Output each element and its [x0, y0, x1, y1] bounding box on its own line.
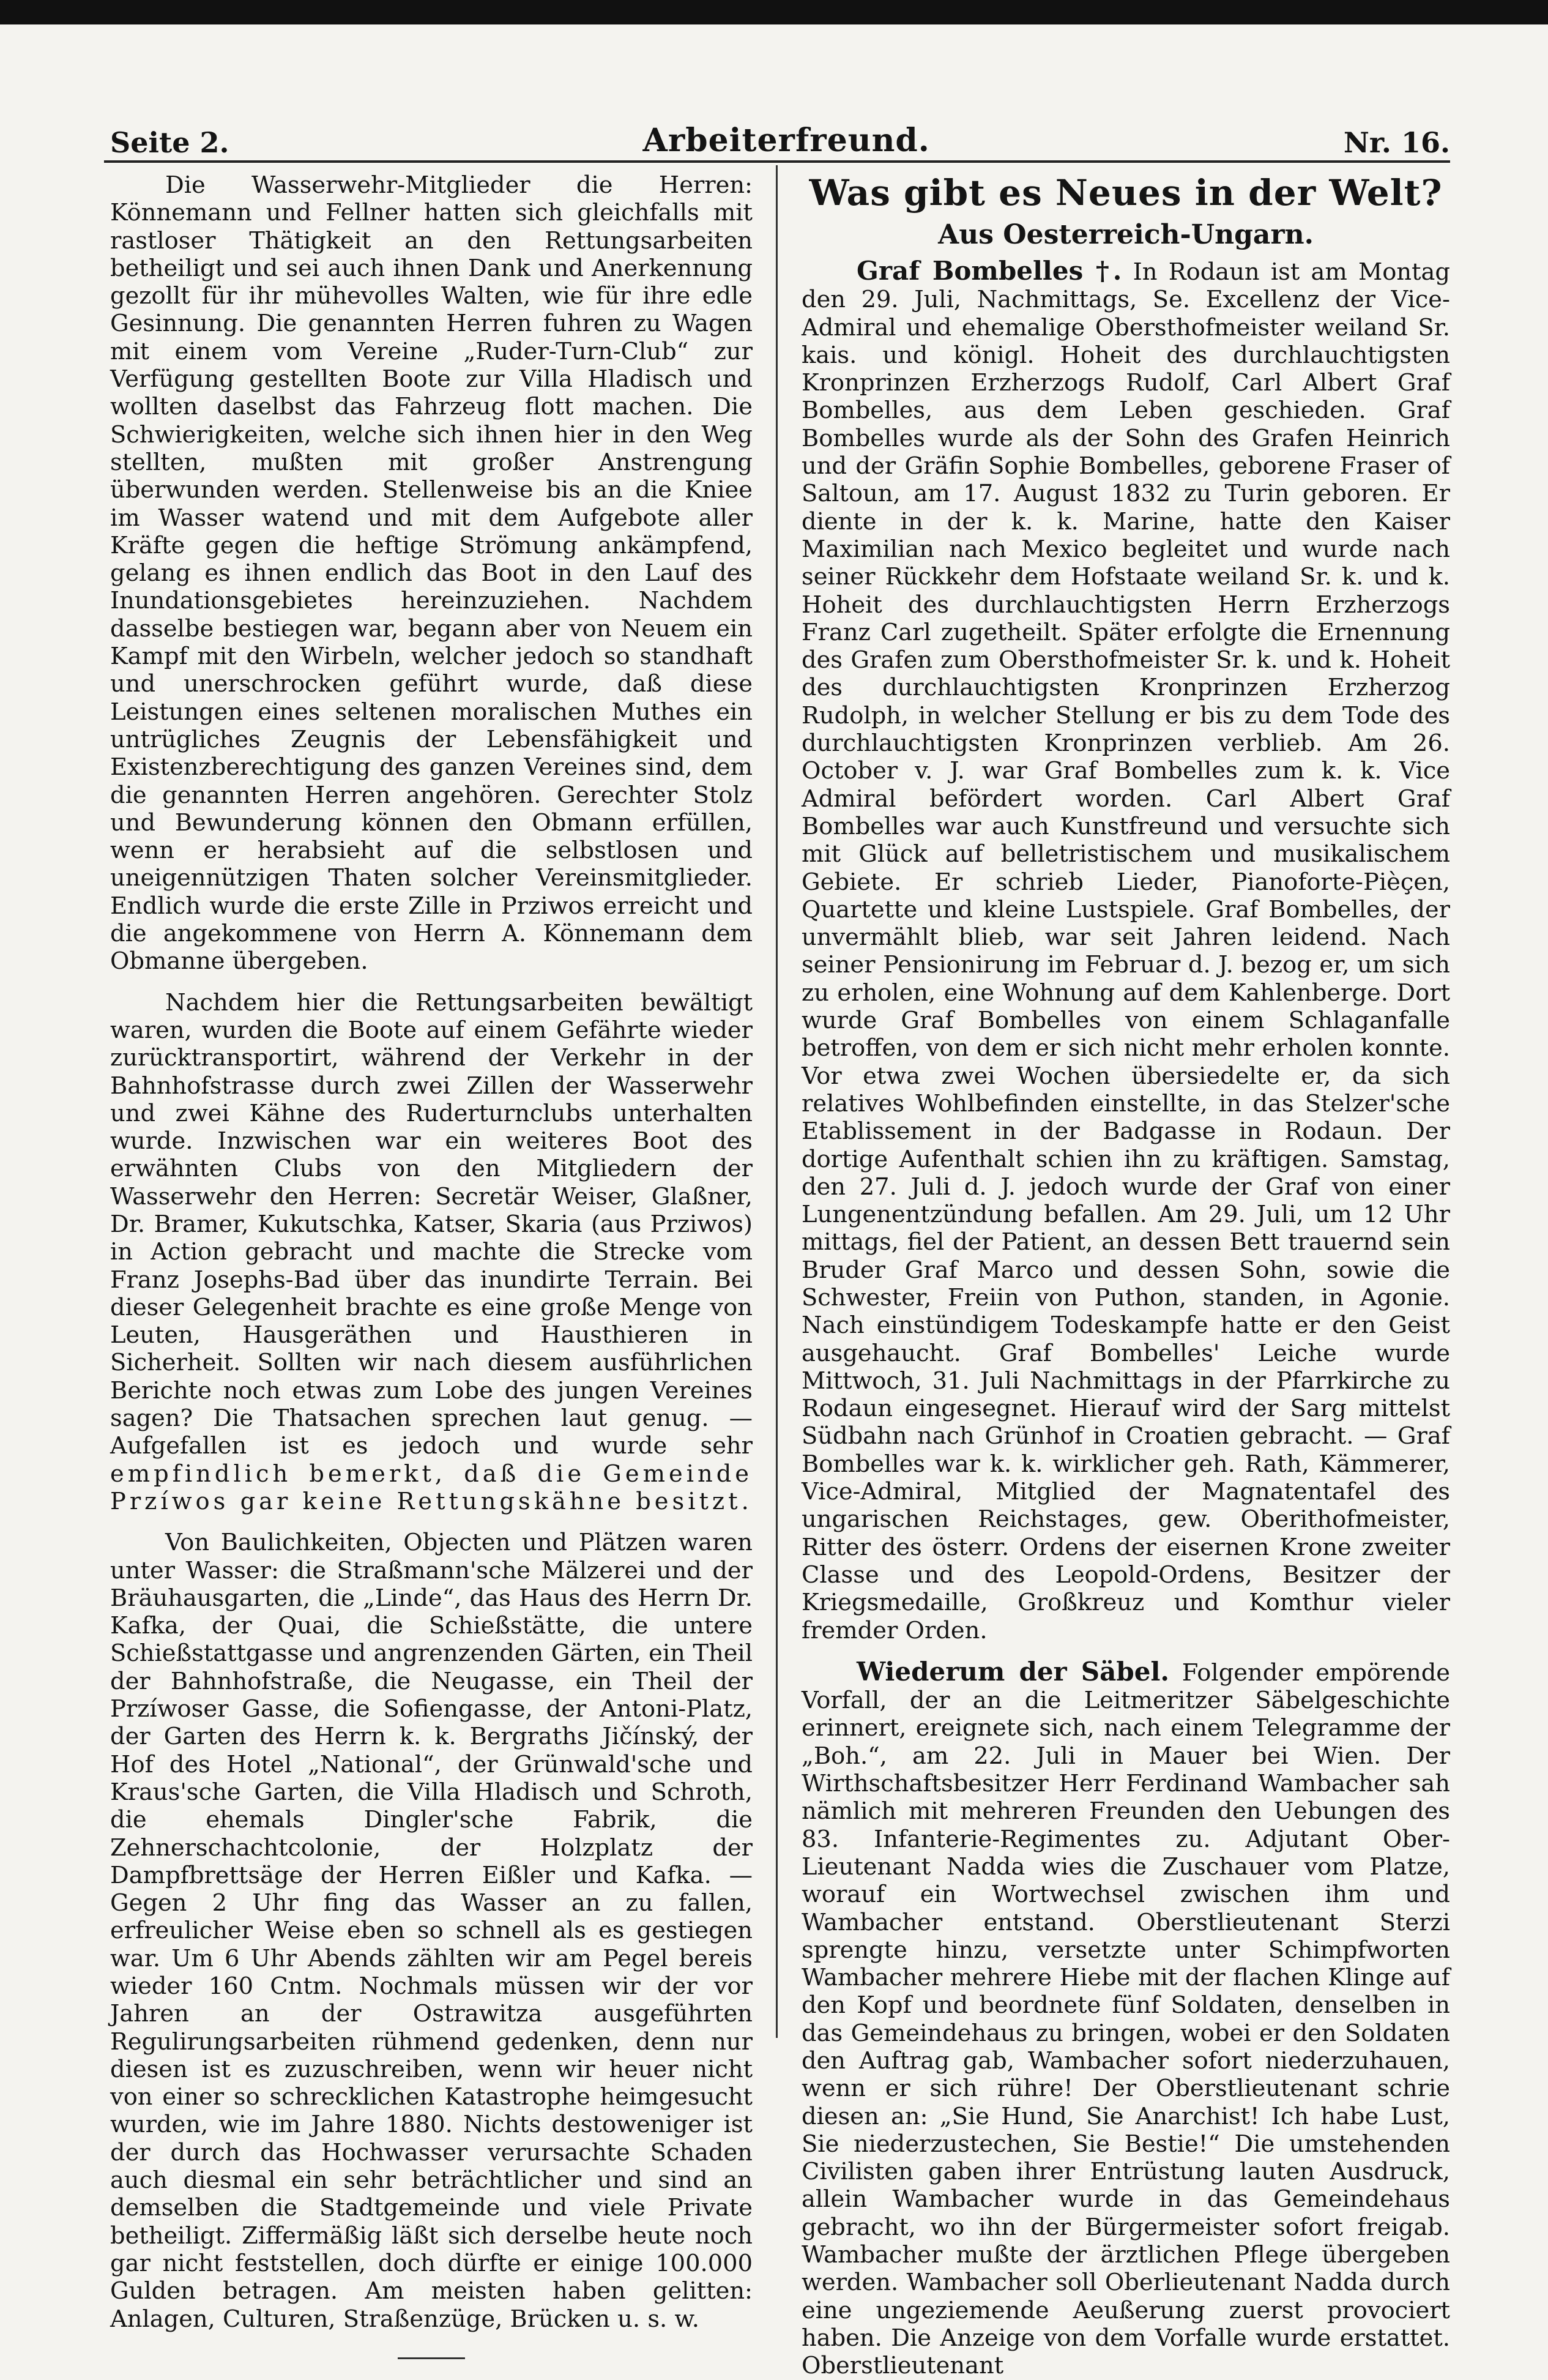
page-header: [110, 116, 1450, 159]
article-end-rule: [398, 2357, 465, 2359]
newspaper-title: Arbeiterfreund.: [642, 122, 930, 159]
column-divider: [776, 165, 778, 2038]
header-rule: [104, 160, 1450, 163]
scan-top-border: [0, 0, 1548, 24]
article-saebel: [802, 1658, 1450, 2380]
article-bombelles: [802, 257, 1450, 1644]
article-saebel-headline: Wiederum der Säbel.: [857, 1656, 1170, 1687]
page-number: Seite 2.: [110, 126, 229, 159]
section-title: Was gibt es Neues in der Welt?: [809, 172, 1443, 214]
paragraph-flooded-places: Von Baulichkeiten, Objecten und Plätzen waren unter Wasser: die Straßmann'sche Mälzerei und der Bräuhausgarten, die „Linde“, das Haus des Herrn Dr. Kafka, der Quai, die Schießstätte, die untere Schießstattgasse und angrenzenden Gärten, ein Theil der Bahnhofstraße, die Neugasse, ein Theil der Przíwoser Gasse, die Sofiengasse, der Antoni-Platz, der Garten des Herrn k. k. Bergraths Jičínský, der Hof des Hotel „National“, der Grünwald'sche und Kraus'sche Garten, die Villa Hladisch und Schroth, die ehemals Dingler'sche Fabrik, die Zehnerschachtcolonie, der Holzplatz der Dampfbrettsäge der Herren Eißler und Kafka. — Gegen 2 Uhr fing das Wasser an zu fallen, erfreulicher Weise eben so schnell als es gestiegen war. Um 6 Uhr Abends zählten wir am Pegel bereis wieder 160 Cntm. Nochmals müssen wir der vor Jahren an der Ostrawitza ausgeführten Regulirungsarbeiten rühmend gedenken, denn nur diesen ist es zuzuschreiben, wenn wir heuer nicht von einer so schrecklichen Katastrophe heimgesucht wurden, wie im Jahre 1880. Nichts destoweniger ist der durch das Hochwasser verursachte Schaden auch diesmal ein sehr beträchtlicher und sind an demselben die Stadtgemeinde und viele Private betheiligt. Ziffermäßig läßt sich derselbe heute noch gar nicht feststellen, doch dürfte er einige 100.000 Gulden betragen. Am meisten haben gelitten: Anlagen, Culturen, Straßenzüge, Brücken u. s. w.: [110, 1529, 753, 2333]
spaced-emphasis: empfindlich bemerkt, daß die Gemeinde Przíwos gar keine Rettungskähne besitzt.: [110, 1460, 753, 1515]
paragraph-rescue-boat: Die Wasserwehr-Mitglieder die Herren: Könnemann und Fellner hatten sich gleichfalls mit rastloser Thätigkeit an den Rettungsarbeiten betheiligt und sei auch ihnen Dank und Anerkennung gezollt für ihr mühevolles Walten, wie für ihre edle Gesinnung. Die genannten Herren fuhren zu Wagen mit einem vom Vereine „Ruder-Turn-Club“ zur Verfügung gestellten Boote zur Villa Hladisch und wollten daselbst das Fahrzeug flott machen. Die Schwierigkeiten, welche sich ihnen hier in den Weg stellten, mußten mit großer Anstrengung überwunden werden. Stellenweise bis an die Kniee im Wasser watend und mit dem Aufgebote aller Kräfte gegen die heftige Strömung ankämpfend, gelang es ihnen endlich das Boot in den Lauf des Inundationsgebietes hereinzuziehen. Nachdem dasselbe bestiegen war, begann aber von Neuem ein Kampf mit den Wirbeln, welcher jedoch so standhaft und unerschrocken geführt wurde, daß diese Leistungen eines seltenen moralischen Muthes ein untrügliches Zeugnis der Lebensfähigkeit und Existenzberechtigung des ganzen Vereines sind, dem die genannten Herren angehören. Gerechter Stolz und Bewunderung können den Obmann erfüllen, wenn er herabsieht auf die selbstlosen und uneigennützigen Thaten solcher Vereinsmitglieder. Endlich wurde die erste Zille in Prziwos erreicht und die angekommene von Herrn A. Könnemann dem Obmanne übergeben.: [110, 171, 753, 976]
section-subtitle: Aus Oesterreich-Ungarn.: [938, 219, 1314, 250]
article-saebel-text: Folgender empörende Vorfall, der an die Leitmeritzer Säbelgeschichte erinnert, ereignete sich, nach einem Telegramme der „Boh.“, am 22. Juli in Mauer bei Wien. Der Wirthschaftsbesitzer Herr Ferdinand Wambacher sah nämlich mit mehreren Freunden den Uebungen des 83. Infanterie-Regimentes zu. Adjutant Ober-Lieutenant Nadda wies die Zuschauer vom Platze, worauf ein Wortwechsel zwischen ihm und Wambacher entstand. Oberstlieutenant Sterzi sprengte hinzu, versetzte unter Schimpfworten Wambacher mehrere Hiebe mit der flachen Klinge auf den Kopf und beordnete fünf Soldaten, denselben in das Gemeindehaus zu bringen, wobei er den Soldaten den Auftrag gab, Wambacher sofort niederzuhauen, wenn er sich rühre! Der Oberstlieutenant schrie diesen an: „Sie Hund, Sie Anarchist! Ich habe Lust, Sie niederzustechen, Sie Bestie!“ Die umstehenden Civilisten gaben ihrer Entrüstung lauten Ausdruck, allein Wambacher wurde in das Gemeindehaus gebracht, wo ihn der Bürgermeister sofort freigab. Wambacher mußte der ärztlichen Pflege übergeben werden. Wambacher soll Oberlieutenant Nadda durch eine ungeziemende Aeußerung zuerst provociert haben. Die Anzeige von dem Vorfalle wurde erstattet. Oberstlieutenant: [802, 1658, 1450, 2380]
paragraph-rescue-transport-text: Nachdem hier die Rettungsarbeiten bewältigt waren, wurden die Boote auf einem Gefährte wieder zurücktransportirt, während der Verkehr in der Bahnhofstrasse durch zwei Zillen der Wasserwehr und zwei Kähne des Ruderturnclubs unterhalten wurde. Inzwischen war ein weiteres Boot des erwähnten Clubs von den Mitgliedern der Wasserwehr den Herren: Secretär Weiser, Glaßner, Dr. Bramer, Kukutschka, Katser, Skaria (aus Prziwos) in Action gebracht und machte die Strecke vom Franz Josephs-Bad über das inundirte Terrain. Bei dieser Gelegenheit brachte es eine große Menge von Leuten, Hausgeräthen und Hausthieren in Sicherheit. Sollten wir nach diesem ausführlichen Berichte noch etwas zum Lobe des jungen Vereines sagen? Die Thatsachen sprechen laut genug. — Aufgefallen ist es jedoch und wurde sehr: [110, 988, 753, 1460]
issue-number: Nr. 16.: [1343, 126, 1450, 159]
right-column: [802, 171, 1450, 2380]
left-column: [110, 171, 753, 2359]
article-bombelles-headline: Graf Bombelles †.: [857, 256, 1122, 286]
article-bombelles-text: In Rodaun ist am Montag den 29. Juli, Nachmittags, Se. Excellenz der Vice-Admiral und ehemalige Obersthofmeister weiland Sr. kais. und königl. Hoheit des durchlauchtigsten Kronprinzen Erzherzogs Rudolf, Carl Albert Graf Bombelles, aus dem Leben geschieden. Graf Bombelles wurde als der Sohn des Grafen Heinrich und der Gräfin Sophie Bombelles, geborene Fraser of Saltoun, am 17. August 1832 zu Turin geboren. Er diente in der k. k. Marine, hatte den Kaiser Maximilian nach Mexico begleitet und wurde nach seiner Rückkehr dem Hofstaate weiland Sr. k. und k. Hoheit des durchlauchtigsten Herrn Erzherzogs Franz Carl zugetheilt. Später erfolgte die Ernennung des Grafen zum Obersthofmeister Sr. k. und k. Hoheit des durchlauchtigsten Kronprinzen Erzherzog Rudolph, in welcher Stellung er bis zu dem Tode des durchlauchtigsten Kronprinzen verblieb. Am 26. October v. J. war Graf Bombelles zum k. k. Vice Admiral befördert worden. Carl Albert Graf Bombelles war auch Kunstfreund und versuchte sich mit Glück auf belletristischem und musikalischem Gebiete. Er schrieb Lieder, Pianoforte-Pièçen, Quartette und kleine Lustspiele. Graf Bombelles, der unvermählt blieb, war seit Jahren leidend. Nach seiner Pensionirung im Februar d. J. bezog er, um sich zu erholen, eine Wohnung auf dem Kahlenberge. Dort wurde Graf Bombelles von einem Schlaganfalle betroffen, von dem er sich nicht mehr erholen konnte. Vor etwa zwei Wochen übersiedelte er, da sich relatives Wohlbefinden einstellte, in das Stelzer'sche Etablissement in der Badgasse in Rodaun. Der dortige Aufenthalt schien ihn zu kräftigen. Samstag, den 27. Juli d. J. jedoch wurde der Graf von einer Lungenentzündung befallen. Am 29. Juli, um 12 Uhr mittags, fiel der Patient, an dessen Bett trauernd sein Bruder Graf Marco und dessen Sohn, sowie die Schwester, Freiin von Puthon, standen, in Agonie. Nach einstündigem Todeskampfe hatte er den Geist ausgehaucht. Graf Bombelles' Leiche wurde Mittwoch, 31. Juli Nachmittags in der Pfarrkirche zu Rodaun eingesegnet. Hierauf wird der Sarg mittelst Südbahn nach Grünhof in Croatien gebracht. — Graf Bombelles war k. k. wirklicher geh. Rath, Kämmerer, Vice-Admiral, Mitglied der Magnatentafel des ungarischen Reichstages, gew. Oberithofmeister, Ritter des österr. Ordens der eisernen Krone zweiter Classe und des Leopold-Ordens, Besitzer der Kriegsmedaille, Großkreuz und Komthur vieler fremder Orden.: [802, 258, 1450, 1644]
paragraph-rescue-transport: [110, 989, 753, 1516]
